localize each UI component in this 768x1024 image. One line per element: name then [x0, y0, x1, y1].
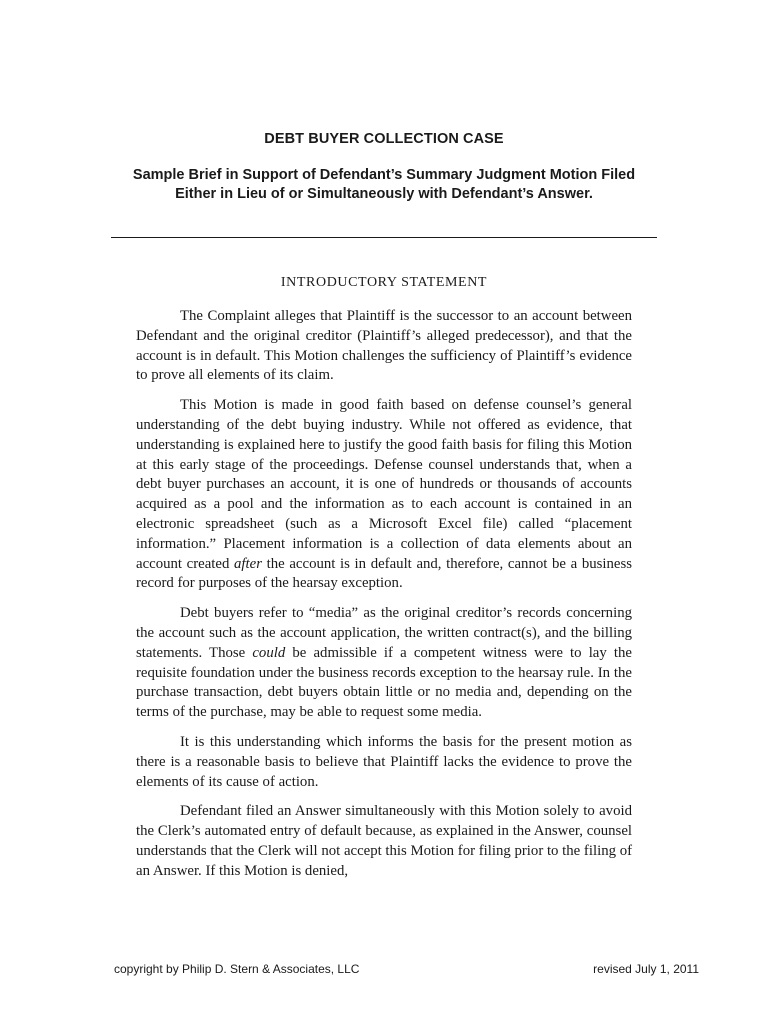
subtitle-line-1: Sample Brief in Support of Defendant’s Summary Judgment Motion Filed: [132, 167, 636, 183]
paragraph-4: It is this understanding which informs the basis for the present motion as there is a reasonable basis to believe that Plaintiff lacks the evidence to prove the elements of its cause of action.: [136, 733, 632, 790]
document-body: [136, 307, 632, 892]
subtitle-line-2: Either in Lieu of or Simultaneously with Defendant’s Answer.: [175, 186, 593, 202]
document-subtitle: [80, 166, 688, 204]
paragraph-3-emphasis: could: [252, 644, 286, 661]
paragraph-2-emphasis: after: [234, 555, 262, 572]
paragraph-3: [136, 604, 632, 723]
horizontal-divider: [111, 237, 657, 238]
page-footer: [114, 962, 699, 978]
section-heading: INTRODUCTORY STATEMENT: [280, 275, 488, 290]
paragraph-2-text-b: the account is in default and, therefore, cannot be a business record for purposes of the hearsay exception.: [136, 555, 632, 592]
paragraph-2: [136, 396, 632, 594]
paragraph-1: The Complaint alleges that Plaintiff is the successor to an account between Defendant and the original creditor (Plaintiff’s alleged predecessor), and that the account is in default. This Motion challenges the sufficiency of Plaintiff’s evidence to prove all elements of its claim.: [136, 308, 632, 384]
paragraph-2-text-a: This Motion is made in good faith based on defense counsel’s general understanding of the debt buying industry. While not offered as evidence, that understanding is explained here to justify the good faith basis for filing this Motion at this early stage of the proceedings. Defense counsel understands that, when a debt buyer purchases an account, it is one of hundreds or thousands of accounts acquired as a pool and the information as to each account is contained in an electronic spreadsheet (such as a Microsoft Excel file) called “placement information.” Placement information is a collection of data elements about an account created: [136, 397, 632, 572]
paragraph-3-text-b: be admissible if a competent witness were to lay the requisite foundation under the business records exception to the hearsay rule. In the purchase transaction, debt buyers obtain little or no media and, depending on the terms of the purchase, may be able to request some media.: [136, 644, 633, 721]
footer-copyright: copyright by Philip D. Stern & Associates, LLC: [114, 962, 360, 976]
paragraph-5: Defendant filed an Answer simultaneously with this Motion solely to avoid the Clerk’s automated entry of default because, as explained in the Answer, counsel understands that the Clerk will not accept this Motion for filing prior to the filing of an Answer. If this Motion is denied,: [136, 803, 633, 879]
paragraph-3-text-a: Debt buyers refer to “media” as the original creditor’s records concerning the account such as the account application, the written contract(s), and the billing statements. Those: [136, 605, 632, 661]
document-title: DEBT BUYER COLLECTION CASE: [264, 131, 504, 147]
footer-revised-date: revised July 1, 2011: [593, 962, 699, 976]
